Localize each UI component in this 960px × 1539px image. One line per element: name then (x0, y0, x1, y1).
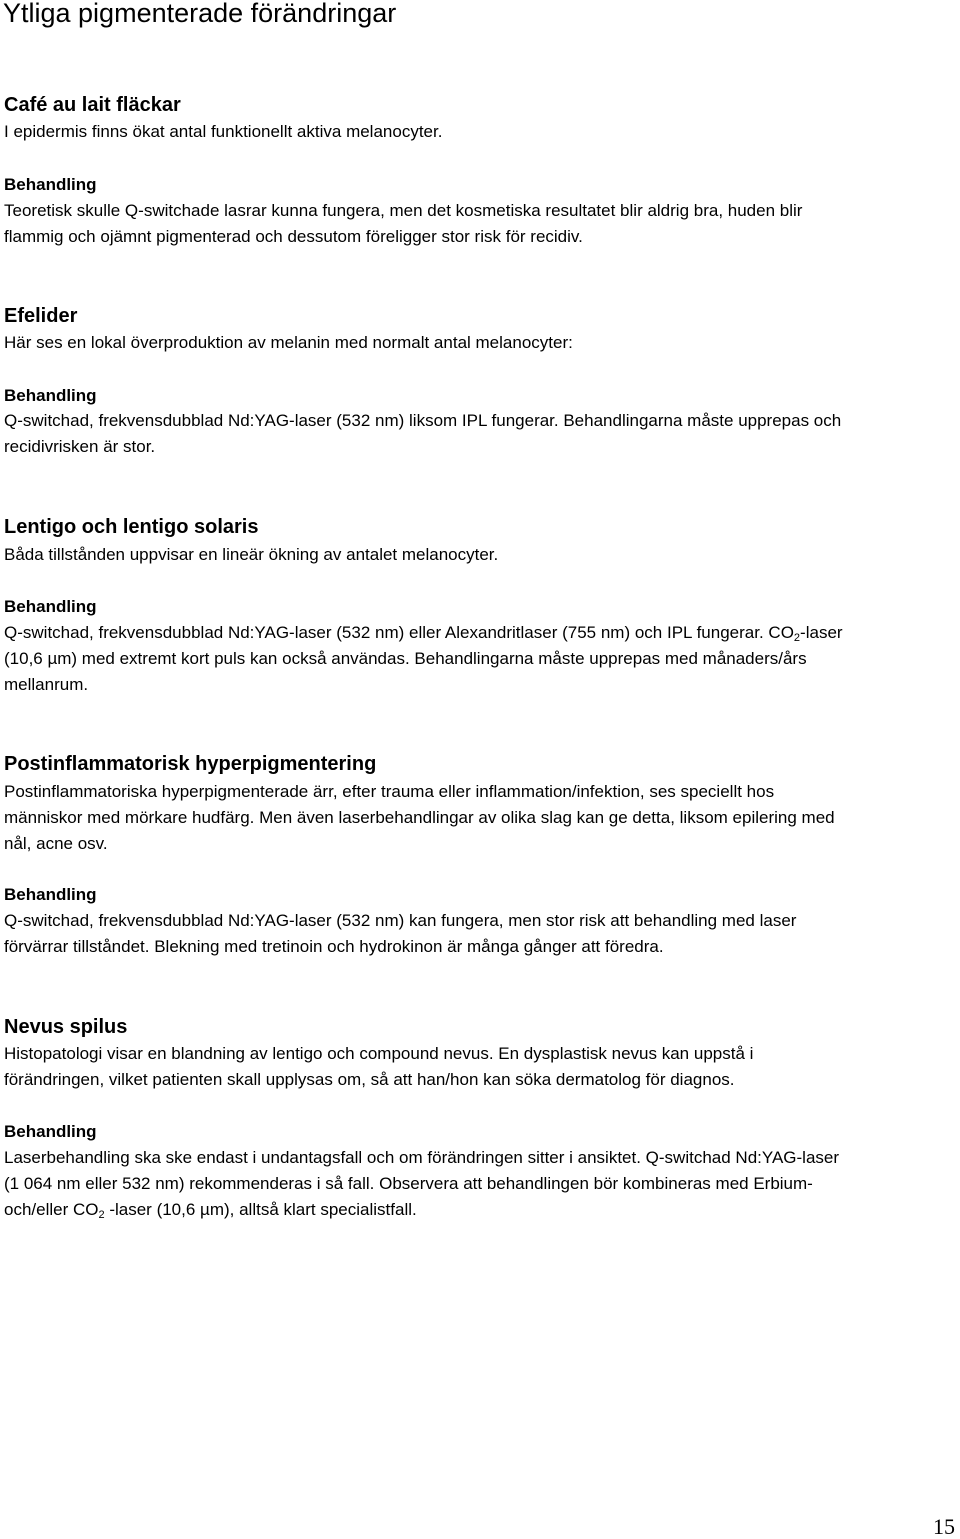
treatment-text-part: Q-switchad, frekvensdubblad Nd:YAG-laser (532 nm) eller Alexandritlaser (755 nm) och IPL fungerar. CO (4, 623, 794, 642)
treatment-text-line (4, 620, 843, 646)
section-heading-nevus-spilus: Nevus spilus (4, 1016, 128, 1038)
section-intro-line: Histopatologi visar en blandning av lentigo och compound nevus. En dysplastisk nevus kan uppstå i (4, 1044, 754, 1063)
section-intro-line: Här ses en lokal överproduktion av melanin med normalt antal melanocyter: (4, 333, 573, 352)
treatment-text-part: -laser (800, 623, 843, 642)
section-intro-line: I epidermis finns ökat antal funktionellt aktiva melanocyter. (4, 122, 443, 141)
treatment-label: Behandling (4, 597, 97, 616)
subscript: 2 (793, 632, 801, 644)
treatment-label: Behandling (4, 386, 97, 405)
treatment-text-part: -laser (10,6 µm), alltså klart specialistfall. (104, 1200, 417, 1219)
section-heading-cafe-au-lait: Café au lait fläckar (4, 94, 181, 116)
treatment-text-line: Teoretisk skulle Q-switchade lasrar kunna fungera, men det kosmetiska resultatet blir aldrig bra, huden blir (4, 201, 803, 220)
treatment-text-line: (10,6 µm) med extremt kort puls kan också användas. Behandlingarna måste upprepas med månaders/års (4, 649, 807, 668)
treatment-label: Behandling (4, 1122, 97, 1141)
subscript: 2 (98, 1209, 105, 1221)
treatment-text-line (4, 1197, 417, 1223)
treatment-text-line: förvärrar tillståndet. Blekning med tretinoin och hydrokinon är många gånger att föredra. (4, 937, 664, 956)
treatment-text-line: flammig och ojämnt pigmenterad och dessutom föreligger stor risk för recidiv. (4, 227, 583, 246)
treatment-label: Behandling (4, 175, 97, 194)
treatment-text-line: recidivrisken är stor. (4, 437, 156, 456)
treatment-text-line: (1 064 nm eller 532 nm) rekommenderas i så fall. Observera att behandlingen bör kombineras med Erbium- (4, 1174, 813, 1193)
section-intro-line: nål, acne osv. (4, 834, 108, 853)
treatment-text-part: och/eller CO (4, 1200, 99, 1219)
treatment-text-line: mellanrum. (4, 675, 89, 694)
treatment-label: Behandling (4, 885, 97, 904)
treatment-text-line: Q-switchad, frekvensdubblad Nd:YAG-laser (532 nm) liksom IPL fungerar. Behandlingarna måste upprepas och (4, 411, 842, 430)
section-intro-line: förändringen, vilket patienten skall upplysas om, så att han/hon kan söka dermatolog för diagnos. (4, 1070, 735, 1089)
section-intro-line: Båda tillstånden uppvisar en lineär ökning av antalet melanocyter. (4, 545, 499, 564)
treatment-text-line: Laserbehandling ska ske endast i undantagsfall och om förändringen sitter i ansiktet. Q-switchad Nd:YAG-laser (4, 1148, 840, 1167)
section-intro-line: människor med mörkare hudfärg. Men även laserbehandlingar av olika slag kan ge detta, liksom epilering med (4, 808, 835, 827)
page-title: Ytliga pigmenterade förändringar (3, 0, 397, 28)
section-intro-line: Postinflammatoriska hyperpigmenterade ärr, efter trauma eller inflammation/infektion, ses speciellt hos (4, 782, 775, 801)
page-number: 15 (933, 1514, 955, 1539)
section-heading-postinflammatorisk: Postinflammatorisk hyperpigmentering (4, 753, 377, 775)
treatment-text-line: Q-switchad, frekvensdubblad Nd:YAG-laser (532 nm) kan fungera, men stor risk att behandling med laser (4, 911, 797, 930)
section-heading-efelider: Efelider (4, 305, 78, 327)
section-heading-lentigo: Lentigo och lentigo solaris (4, 516, 259, 538)
